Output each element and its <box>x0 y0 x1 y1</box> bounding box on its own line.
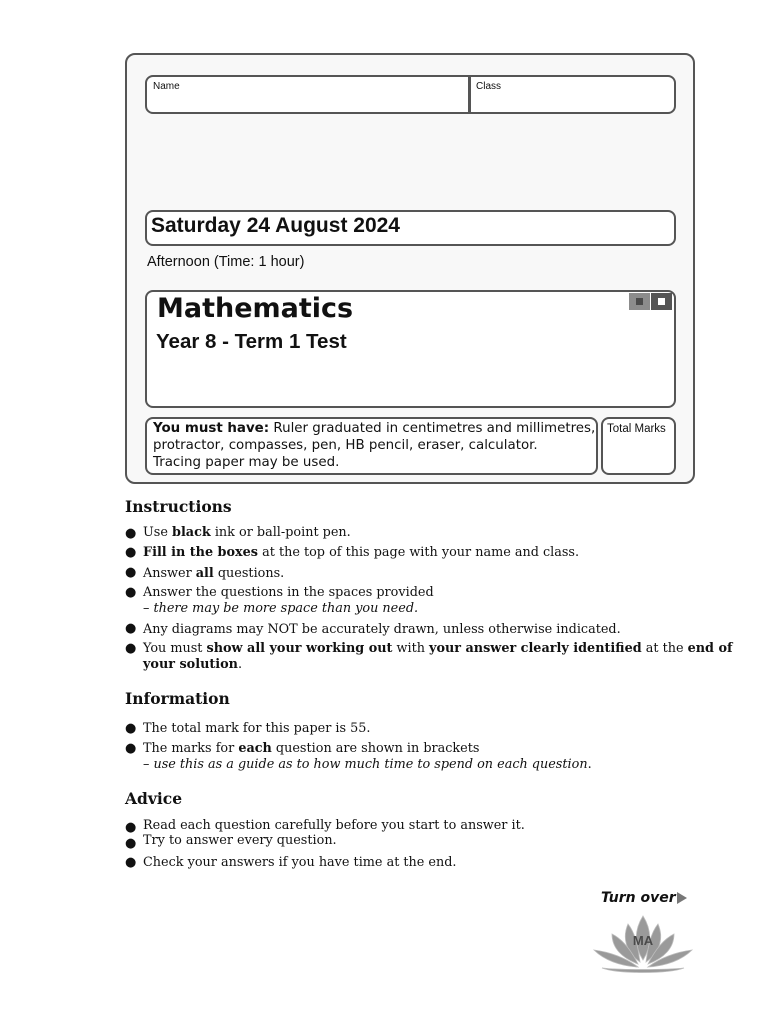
instruction-item: You must show all your working out with your answer clearly identified at the end of your solution. <box>143 641 733 672</box>
bullet-icon: ● <box>125 820 137 835</box>
paper-title: Year 8 - Term 1 Test <box>156 330 347 353</box>
bullet-icon: ● <box>125 621 137 636</box>
bullet-icon: ● <box>125 721 137 736</box>
cover-panel <box>125 53 695 484</box>
requirements-label: You must have: <box>153 421 270 436</box>
instruction-item: Answer the questions in the spaces provided – there may be more space than you need. <box>143 585 434 616</box>
white-square-icon <box>651 293 672 310</box>
bullet-icon: ● <box>125 565 137 580</box>
instruction-item: Fill in the boxes at the top of this page with your name and class. <box>143 545 580 560</box>
advice-item: Check your answers if you have time at the end. <box>143 855 457 870</box>
bullet-icon: ● <box>125 545 137 560</box>
requirements-line-1: You must have: Ruler graduated in centimetres and millimetres, <box>153 421 596 436</box>
turn-over-label: Turn over <box>601 890 676 906</box>
class-field-label: Class <box>476 81 502 92</box>
information-item: The total mark for this paper is 55. <box>143 721 371 736</box>
information-heading: Information <box>125 689 230 708</box>
instruction-item: Use black ink or ball-point pen. <box>143 525 351 540</box>
bullet-icon: ● <box>125 526 137 541</box>
advice-heading: Advice <box>125 789 183 808</box>
requirements-line-2: protractor, compasses, pen, HB pencil, eraser, calculator. <box>153 438 538 453</box>
subject-title: Mathematics <box>157 293 354 324</box>
total-marks-box <box>601 417 676 475</box>
bullet-icon: ● <box>125 741 137 756</box>
date-box <box>145 210 676 246</box>
name-field-label: Name <box>153 81 180 92</box>
advice-item: Try to answer every question. <box>143 833 337 848</box>
subject-box <box>145 290 676 408</box>
instruction-item: Answer all questions. <box>143 566 285 581</box>
bullet-icon: ● <box>125 585 137 600</box>
bullet-icon: ● <box>125 641 137 656</box>
bullet-icon: ● <box>125 855 137 870</box>
total-marks-label: Total Marks <box>607 423 666 435</box>
lotus-logo-icon <box>588 912 698 978</box>
bullet-icon: ● <box>125 836 137 851</box>
information-item: The marks for each question are shown in brackets – use this as a guide as to how much time to spend on each question. <box>143 741 592 772</box>
grey-square-icon <box>629 293 650 310</box>
requirements-box <box>145 417 598 475</box>
requirements-line-3: Tracing paper may be used. <box>153 455 340 470</box>
name-class-box <box>145 75 676 114</box>
instructions-heading: Instructions <box>125 497 232 516</box>
advice-item: Read each question carefully before you start to answer it. <box>143 818 525 833</box>
turn-over-arrow-icon <box>677 892 687 904</box>
logo-text: MA <box>632 933 654 948</box>
name-class-divider <box>468 77 471 112</box>
exam-date: Saturday 24 August 2024 <box>151 214 400 237</box>
exam-session: Afternoon (Time: 1 hour) <box>147 254 305 270</box>
instruction-item: Any diagrams may NOT be accurately drawn, unless otherwise indicated. <box>143 622 621 637</box>
